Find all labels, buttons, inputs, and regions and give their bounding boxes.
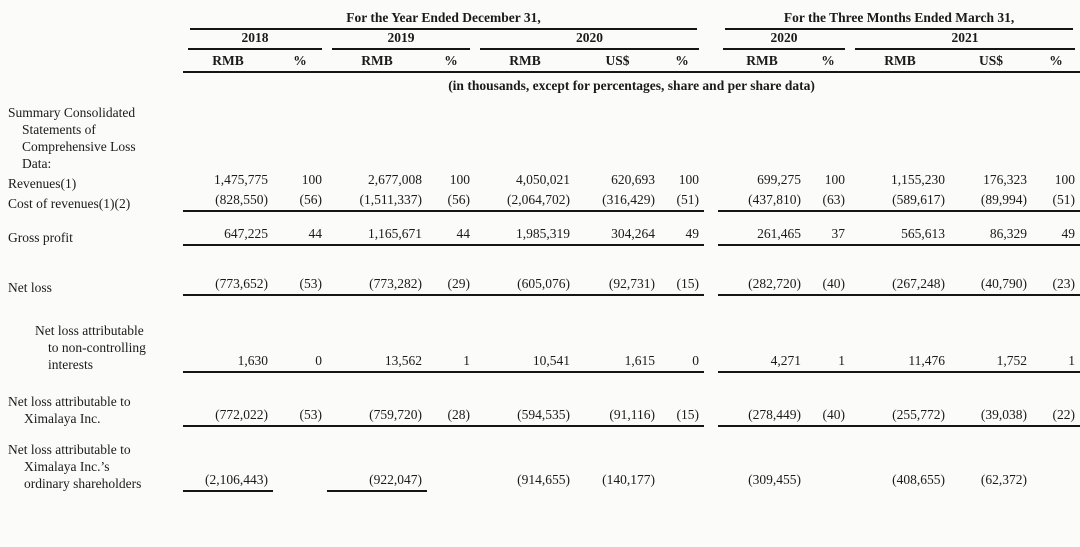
cell-section-title-col6 [660,101,704,172]
cell-net-loss-col9: (267,248) [850,246,950,296]
header-year-ended-group [183,4,704,30]
cell-net-loss-nci-col3: 1 [427,296,475,373]
cell-revenues-col10: 176,323 [983,172,1028,187]
cell-net-loss-ximalaya-col0: (772,022) [183,373,273,427]
header-three-months-label: For the Three Months Ended March 31, [725,4,1073,30]
cell-cost-of-revenues-col1: (56) [273,192,327,212]
table-row-net-loss-nci [0,296,1080,373]
cell-net-loss-nci-col4: 10,541 [475,296,575,373]
cell-net-loss-col0: (773,652) [183,246,273,296]
header-2018-rmb: RMB [183,50,273,72]
header-years [0,30,1080,50]
cell-cost-of-revenues-col7: (437,810) [718,192,806,212]
cell-gross-profit-col3: 44 [427,212,475,246]
cell-net-loss-ordinary-shareholders-col9: (408,655) [892,472,946,487]
cell-net-loss-ordinary-shareholders-col11 [1032,427,1080,492]
header-quarter-2021: 2021 [850,30,1080,50]
cell-net-loss-nci-col2: 13,562 [327,296,427,373]
section-gap [704,212,718,246]
cell-net-loss-ordinary-shareholders-col10: (62,372) [980,472,1028,487]
cell-net-loss-col11: (23) [1032,246,1080,296]
header-2019-pct: % [427,50,475,72]
cell-section-title-col5 [575,101,660,172]
row-label-revenues: Revenues(1) [8,176,77,191]
section-gap [704,427,718,492]
cell-net-loss-ximalaya-col5: (91,116) [575,373,660,427]
table-body [0,101,1080,492]
cell-revenues-col3: 100 [449,172,470,187]
cell-cost-of-revenues-col0: (828,550) [183,192,273,212]
comprehensive-loss-table [0,4,1080,492]
cell-section-title-col8 [806,101,850,172]
cell-cost-of-revenues-col9: (589,617) [850,192,950,212]
cell-net-loss-ximalaya-col9: (255,772) [850,373,950,427]
header-three-months-group [718,4,1080,30]
cell-revenues-col1: 100 [301,172,322,187]
cell-net-loss-col6: (15) [660,246,704,296]
cell-net-loss-col2: (773,282) [327,246,427,296]
cell-section-title-col3 [427,101,475,172]
cell-revenues-col2: 2,677,008 [368,172,422,187]
cell-cost-of-revenues-col5: (316,429) [575,192,660,212]
header-2019-rmb: RMB [327,50,427,72]
cell-revenues-col5: 620,693 [611,172,655,187]
cell-net-loss-ximalaya-col4: (594,535) [475,373,575,427]
cell-cost-of-revenues-col6: (51) [660,192,704,212]
table-row-revenues [0,172,1080,192]
header-units [0,50,1080,72]
cell-revenues-col4: 4,050,021 [516,172,570,187]
header-quarter-2020: 2020 [718,30,850,50]
cell-net-loss-ordinary-shareholders-col8 [806,427,850,492]
header-year-2020: 2020 [475,30,704,50]
section-gap [704,101,718,172]
cell-net-loss-ximalaya-col2: (759,720) [327,373,427,427]
cell-revenues-col9: 1,155,230 [891,172,946,187]
cell-gross-profit-col9: 565,613 [850,212,950,246]
cell-net-loss-ximalaya-col7: (278,449) [718,373,806,427]
cell-gross-profit-col1: 44 [273,212,327,246]
cell-section-title-col1 [273,101,327,172]
cell-section-title-col10 [950,101,1032,172]
header-corner-blank [0,4,183,30]
table-row-section-title [0,101,1080,172]
header-q2020-rmb: RMB [718,50,806,72]
cell-net-loss-col5: (92,731) [575,246,660,296]
cell-gross-profit-col11: 49 [1032,212,1080,246]
header-q2021-usd: US$ [950,50,1032,72]
cell-revenues-col11: 100 [1054,172,1076,187]
section-gap [704,296,718,373]
cell-cost-of-revenues-col2: (1,511,337) [327,192,427,212]
cell-cost-of-revenues-col11: (51) [1032,192,1080,212]
cell-net-loss-ordinary-shareholders-col4: (914,655) [517,472,570,487]
header-year-2019: 2019 [327,30,475,50]
cell-net-loss-nci-col5: 1,615 [575,296,660,373]
cell-net-loss-nci-col7: 4,271 [718,296,806,373]
header-year-2018: 2018 [183,30,327,50]
row-label-net-loss-ordinary-shareholders: Net loss attributable to Ximalaya Inc.’s ordinary shareholders [8,442,142,491]
row-label-section-title: Summary Consolidated Statements of Comprehensive Loss Data: [8,105,136,171]
cell-section-title-col9 [850,101,950,172]
cell-net-loss-ximalaya-col8: (40) [806,373,850,427]
header-q2021-pct: % [1032,50,1080,72]
cell-gross-profit-col4: 1,985,319 [475,212,575,246]
cell-net-loss-col8: (40) [806,246,850,296]
cell-net-loss-nci-col1: 0 [273,296,327,373]
cell-section-title-col0 [183,101,273,172]
cell-net-loss-col4: (605,076) [475,246,575,296]
cell-gross-profit-col5: 304,264 [575,212,660,246]
section-gap [704,50,718,72]
row-label-net-loss-nci: Net loss attributable to non-controlling interests [35,323,146,372]
cell-section-title-col4 [475,101,575,172]
header-year-ended-label: For the Year Ended December 31, [190,4,697,30]
cell-net-loss-ordinary-shareholders-col2: (922,047) [327,427,427,492]
cell-net-loss-ordinary-shareholders-col3 [427,427,475,492]
header-2018-pct: % [273,50,327,72]
cell-net-loss-ordinary-shareholders-col0: (2,106,443) [183,427,273,492]
cell-net-loss-ximalaya-col1: (53) [273,373,327,427]
cell-section-title-col2 [327,101,427,172]
header-2020-rmb: RMB [475,50,575,72]
cell-net-loss-nci-col9: 11,476 [850,296,950,373]
cell-net-loss-ximalaya-col10: (39,038) [950,373,1032,427]
cell-net-loss-ximalaya-col11: (22) [1032,373,1080,427]
cell-net-loss-ordinary-shareholders-col5: (140,177) [602,472,655,487]
section-gap [704,246,718,296]
cell-net-loss-col10: (40,790) [950,246,1032,296]
cell-section-title-col11 [1032,101,1080,172]
section-gap [704,373,718,427]
table-row-gross-profit [0,212,1080,246]
cell-net-loss-col1: (53) [273,246,327,296]
cell-net-loss-nci-col8: 1 [806,296,850,373]
table-row-net-loss-ordinary-shareholders [0,427,1080,492]
cell-net-loss-ximalaya-col6: (15) [660,373,704,427]
cell-net-loss-ordinary-shareholders-col6 [660,427,704,492]
units-note: (in thousands, except for percentages, share and per share data) [448,78,815,93]
cell-gross-profit-col7: 261,465 [718,212,806,246]
row-label-cost-of-revenues: Cost of revenues(1)(2) [8,196,131,211]
row-label-net-loss-ximalaya: Net loss attributable to Ximalaya Inc. [8,394,131,426]
cell-gross-profit-col10: 86,329 [950,212,1032,246]
header-q2020-pct: % [806,50,850,72]
cell-section-title-col7 [718,101,806,172]
cell-net-loss-nci-col0: 1,630 [183,296,273,373]
cell-gross-profit-col2: 1,165,671 [327,212,427,246]
header-period-groups [0,4,1080,30]
cell-net-loss-col7: (282,720) [718,246,806,296]
section-gap [704,30,718,50]
header-2020-usd: US$ [575,50,660,72]
cell-revenues-col7: 699,275 [757,172,802,187]
section-gap [704,4,718,30]
header-2020-pct: % [660,50,704,72]
row-label-net-loss: Net loss [8,280,52,295]
cell-revenues-col6: 100 [678,172,700,187]
table-row-net-loss-ximalaya [0,373,1080,427]
row-label-gross-profit: Gross profit [8,230,73,245]
cell-net-loss-ordinary-shareholders-col7: (309,455) [748,472,802,487]
cell-cost-of-revenues-col10: (89,994) [950,192,1032,212]
cell-net-loss-ordinary-shareholders-col1 [273,427,327,492]
cell-gross-profit-col6: 49 [660,212,704,246]
cell-cost-of-revenues-col4: (2,064,702) [475,192,575,212]
cell-cost-of-revenues-col8: (63) [806,192,850,212]
header-q2021-rmb: RMB [850,50,950,72]
cell-net-loss-nci-col10: 1,752 [950,296,1032,373]
cell-gross-profit-col0: 647,225 [183,212,273,246]
cell-net-loss-ximalaya-col3: (28) [427,373,475,427]
section-gap [704,192,718,212]
cell-net-loss-nci-col6: 0 [660,296,704,373]
header-note-row [0,72,1080,101]
table-row-cost-of-revenues [0,192,1080,212]
cell-revenues-col0: 1,475,775 [214,172,268,187]
table-row-net-loss [0,246,1080,296]
cell-gross-profit-col8: 37 [806,212,850,246]
cell-cost-of-revenues-col3: (56) [427,192,475,212]
cell-revenues-col8: 100 [824,172,846,187]
section-gap [704,172,718,192]
cell-net-loss-col3: (29) [427,246,475,296]
cell-net-loss-nci-col11: 1 [1032,296,1080,373]
